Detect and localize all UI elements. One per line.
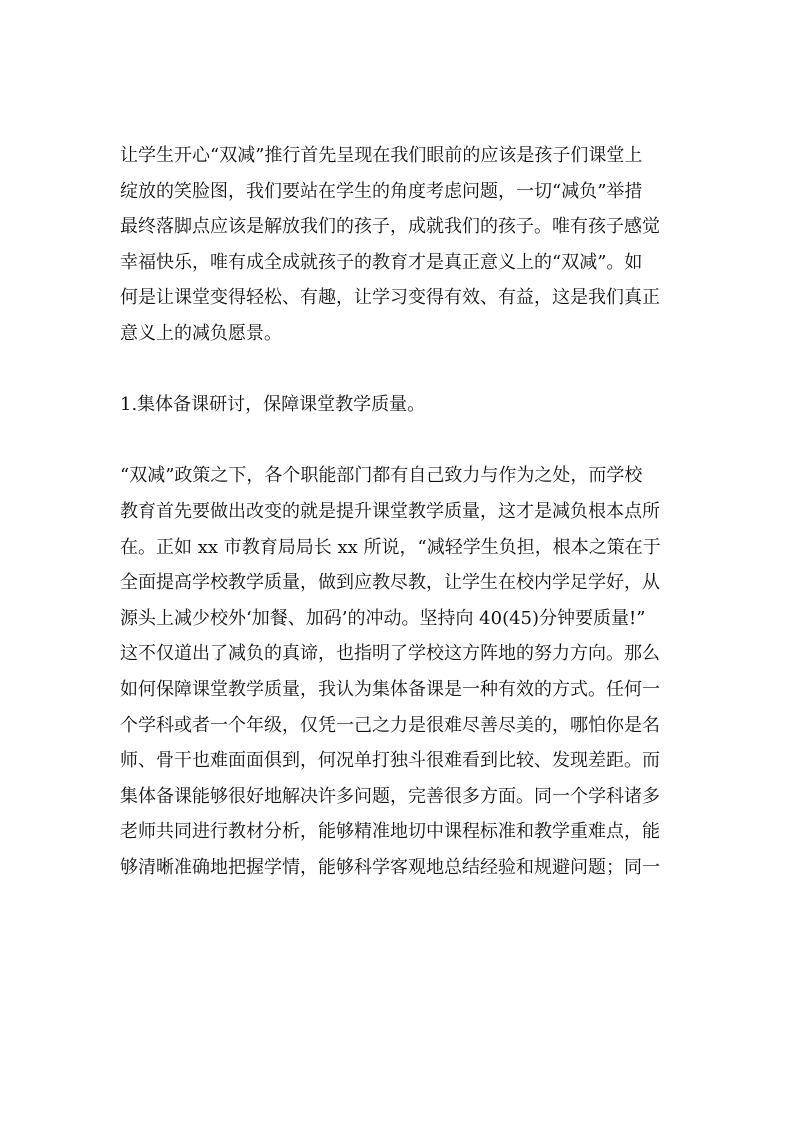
text-line: 集体备课能够很好地解决许多问题，完善很多方面。同一个学科诸多 bbox=[120, 785, 660, 807]
paragraph-body bbox=[120, 458, 678, 885]
text-line: 够清晰准确地把握学情，能够科学客观地总结经验和规避问题；同一 bbox=[120, 856, 660, 878]
text-line: 如何保障课堂教学质量，我认为集体备课是一种有效的方式。任何一 bbox=[120, 678, 660, 700]
text-line: 个学科或者一个年级，仅凭一己之力是很难尽善尽美的，哪怕你是名 bbox=[120, 714, 660, 736]
text-line: 在。正如 xx 市教育局局长 xx 所说，“减轻学生负担，根本之策在于 bbox=[120, 536, 661, 558]
text-line: 意义上的减负愿景。 bbox=[120, 322, 282, 344]
text-line: 师、骨干也难面面俱到，何况单打独斗很难看到比较、发现差距。而 bbox=[120, 750, 660, 772]
text-line: 全面提高学校教学质量，做到应教尽教，让学生在校内学足学好，从 bbox=[120, 572, 660, 594]
section-heading bbox=[120, 387, 678, 423]
text-line: 老师共同进行教材分析，能够精准地切中课程标准和教学重难点，能 bbox=[120, 821, 660, 843]
paragraph-intro bbox=[120, 138, 678, 352]
document-body bbox=[120, 138, 678, 885]
text-line: 源头上减少校外‘加餐、加码’的冲动。坚持向 40(45)分钟要质量!” bbox=[120, 607, 646, 629]
text-line: “双减”政策之下，各个职能部门都有自己致力与作为之处，而学校 bbox=[120, 465, 643, 487]
text-line: 最终落脚点应该是解放我们的孩子，成就我们的孩子。唯有孩子感觉 bbox=[120, 216, 660, 238]
text-line: 幸福快乐，唯有成全成就孩子的教育才是真正意义上的“双减”。如 bbox=[120, 251, 643, 273]
text-line: 让学生开心“双减”推行首先呈现在我们眼前的应该是孩子们课堂上 bbox=[120, 145, 643, 166]
text-line: 教育首先要做出改变的就是提升课堂教学质量，这才是减负根本点所 bbox=[120, 500, 660, 522]
text-line: 何是让课堂变得轻松、有趣，让学习变得有效、有益，这是我们真正 bbox=[120, 287, 660, 309]
section-heading-text: 1.集体备课研讨，保障课堂教学质量。 bbox=[120, 394, 426, 416]
text-line: 绽放的笑脸图，我们要站在学生的角度考虑问题，一切“减负”举措 bbox=[120, 180, 643, 202]
text-line: 这不仅道出了减负的真谛，也指明了学校这方阵地的努力方向。那么 bbox=[120, 643, 660, 665]
